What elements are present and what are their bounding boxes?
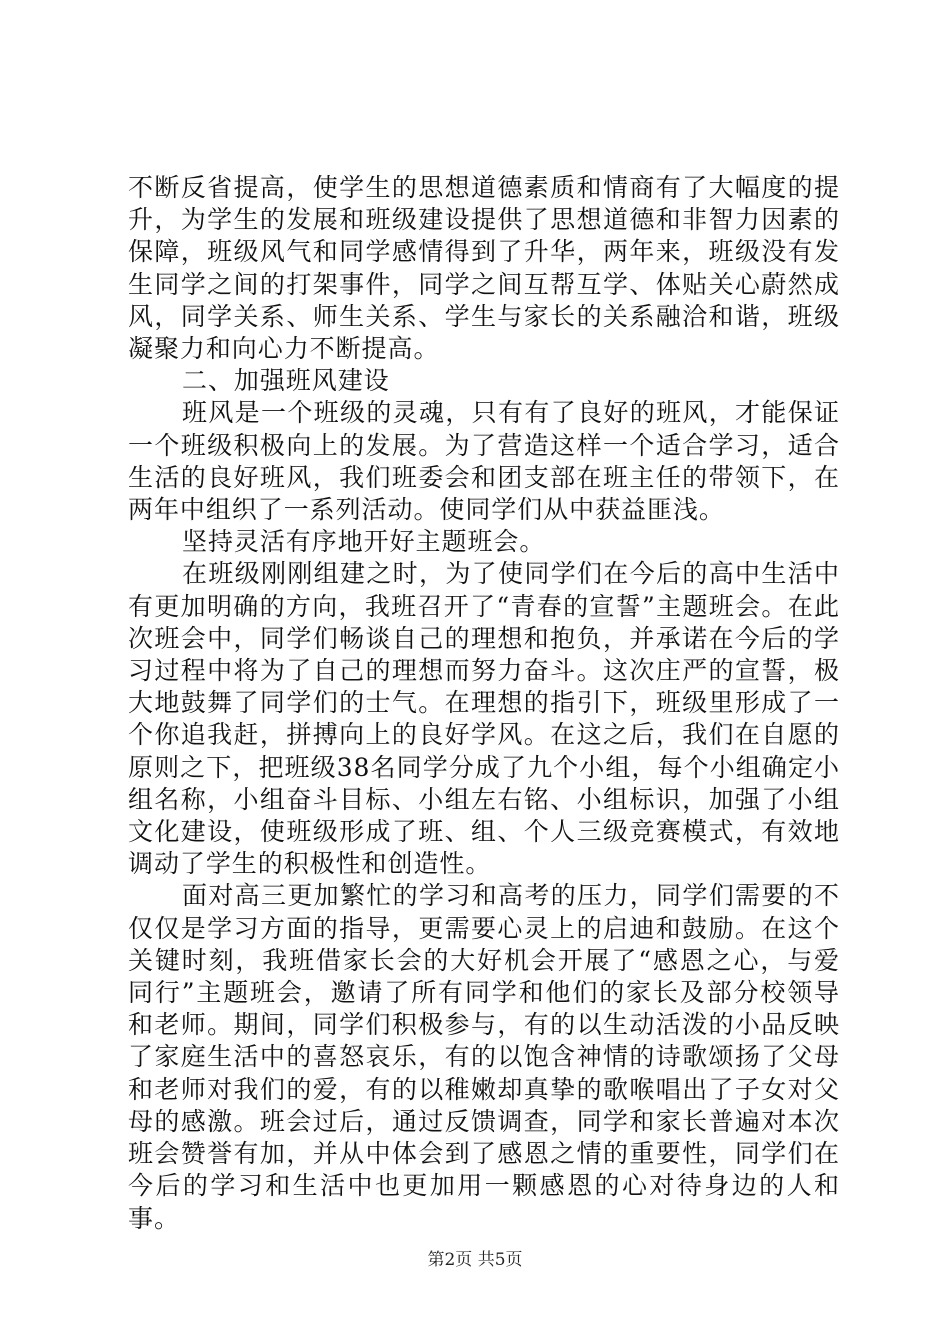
paragraph: 班风是一个班级的灵魂，只有有了良好的班风，才能保证一个班级积极向上的发展。为了营造这样一个适合学习，适合生活的良好班风，我们班委会和团支部在班主任的带领下，在两年中组织了一系列活动。使同学们从中获益匪浅。: [128, 398, 840, 525]
page-number-footer: 第2页 共5页: [427, 1250, 523, 1270]
subheading: 坚持灵活有序地开好主题班会。: [182, 527, 546, 557]
document-body: [128, 172, 840, 1235]
paragraph: 面对高三更加繁忙的学习和高考的压力，同学们需要的不仅仅是学习方面的指导，更需要心灵上的启迪和鼓励。在这个关键时刻，我班借家长会的大好机会开展了“感恩之心，与爱同行”主题班会，邀请了所有同学和他们的家长及部分校领导和老师。期间，同学们积极参与，有的以生动活泼的小品反映了家庭生活中的喜怒哀乐，有的以饱含神情的诗歌颂扬了父母和老师对我们的爱，有的以稚嫩却真挚的歌喉唱出了子女对父母的感激。班会过后，通过反馈调查，同学和家长普遍对本次班会赞誉有加，并从中体会到了感恩之情的重要性，同学们在今后的学习和生活中也更加用一颗感恩的心对待身边的人和事。: [128, 881, 840, 1233]
paragraph: 在班级刚刚组建之时，为了使同学们在今后的高中生活中有更加明确的方向，我班召开了“青春的宣誓”主题班会。在此次班会中，同学们畅谈自己的理想和抱负，并承诺在今后的学习过程中将为了自己的理想而努力奋斗。这次庄严的宣誓，极大地鼓舞了同学们的士气。在理想的指引下，班级里形成了一个你追我赶，拼搏向上的良好学风。在这之后，我们在自愿的原则之下，把班级38名同学分成了九个小组，每个小组确定小组名称，小组奋斗目标、小组左右铭、小组标识，加强了小组文化建设，使班级形成了班、组、个人三级竞赛模式，有效地调动了学生的积极性和创造性。: [128, 559, 840, 879]
section-heading: 二、加强班风建设: [182, 366, 390, 396]
paragraph-continuation: 不断反省提高，使学生的思想道德素质和情商有了大幅度的提升，为学生的发展和班级建设提供了思想道德和非智力因素的保障，班级风气和同学感情得到了升华，两年来，班级没有发生同学之间的打架事件，同学之间互帮互学、体贴关心蔚然成风，同学关系、师生关系、学生与家长的关系融洽和谐，班级凝聚力和向心力不断提高。: [128, 173, 840, 364]
